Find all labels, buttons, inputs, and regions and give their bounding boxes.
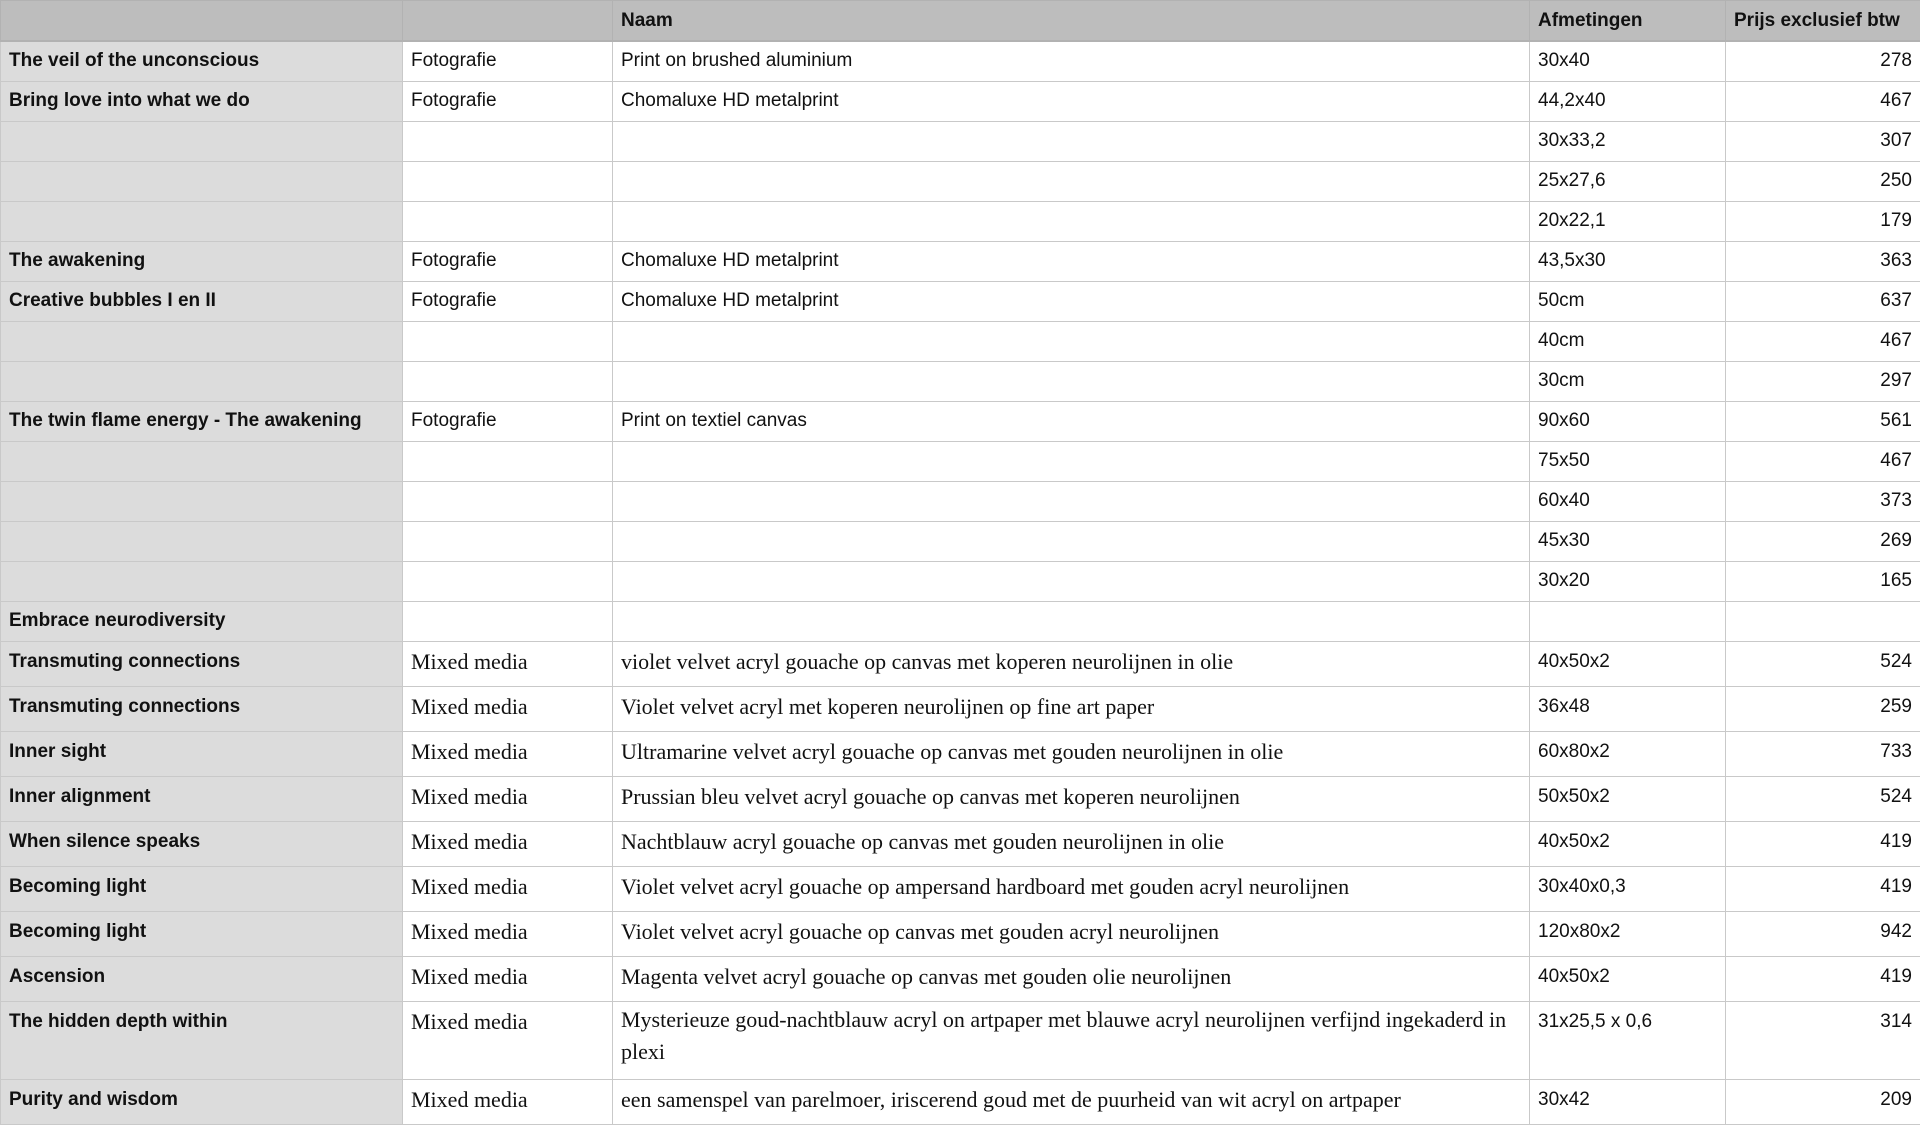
name-cell[interactable]: Magenta velvet acryl gouache op canvas met gouden olie neurolijnen [613,956,1530,1001]
name-cell[interactable]: Mysterieuze goud-nachtblauw acryl on artpaper met blauwe acryl neurolijnen verfijnd ingekaderd in plexi [613,1001,1530,1079]
title-cell[interactable] [1,521,403,561]
size-cell[interactable]: 50cm [1530,281,1726,321]
name-cell[interactable] [613,121,1530,161]
price-cell[interactable]: 561 [1726,401,1920,441]
size-cell[interactable]: 40x50x2 [1530,821,1726,866]
size-cell[interactable]: 30x33,2 [1530,121,1726,161]
price-cell[interactable]: 419 [1726,821,1920,866]
price-cell[interactable]: 165 [1726,561,1920,601]
title-cell[interactable] [1,561,403,601]
table-body [1,41,1920,1124]
category-cell[interactable]: Mixed media [403,686,613,731]
category-cell[interactable] [403,321,613,361]
table-row [1,441,1920,481]
name-cell[interactable]: Chomaluxe HD metalprint [613,241,1530,281]
price-cell[interactable]: 467 [1726,441,1920,481]
size-cell[interactable]: 60x80x2 [1530,731,1726,776]
title-cell[interactable]: Inner sight [1,731,403,776]
price-cell[interactable]: 419 [1726,866,1920,911]
price-cell[interactable]: 209 [1726,1079,1920,1124]
size-cell[interactable]: 30x42 [1530,1079,1726,1124]
name-cell[interactable] [613,201,1530,241]
table-row [1,241,1920,281]
table-row [1,81,1920,121]
header-row [1,1,1920,42]
category-cell[interactable]: Mixed media [403,821,613,866]
price-cell[interactable]: 524 [1726,641,1920,686]
category-cell[interactable]: Mixed media [403,1079,613,1124]
size-cell[interactable] [1530,601,1726,641]
table-row [1,41,1920,81]
size-cell[interactable]: 40x50x2 [1530,956,1726,1001]
category-cell[interactable]: Mixed media [403,956,613,1001]
category-cell[interactable]: Fotografie [403,241,613,281]
category-cell[interactable]: Mixed media [403,776,613,821]
name-cell[interactable] [613,361,1530,401]
name-cell[interactable]: Print on brushed aluminium [613,41,1530,81]
header-cell-category[interactable] [403,1,613,42]
table-row [1,561,1920,601]
name-cell[interactable] [613,321,1530,361]
table-row [1,481,1920,521]
title-cell[interactable]: The veil of the unconscious [1,41,403,81]
title-cell[interactable]: Becoming light [1,911,403,956]
category-cell[interactable]: Fotografie [403,41,613,81]
price-cell[interactable]: 307 [1726,121,1920,161]
category-cell[interactable]: Mixed media [403,1001,613,1079]
table-row [1,401,1920,441]
name-cell[interactable] [613,161,1530,201]
price-cell[interactable]: 278 [1726,41,1920,81]
table-row [1,1001,1920,1079]
price-cell[interactable]: 363 [1726,241,1920,281]
title-cell[interactable]: Inner alignment [1,776,403,821]
table-row [1,201,1920,241]
category-cell[interactable] [403,481,613,521]
title-cell[interactable] [1,361,403,401]
size-cell[interactable]: 60x40 [1530,481,1726,521]
title-cell[interactable] [1,201,403,241]
price-cell[interactable]: 269 [1726,521,1920,561]
price-cell[interactable]: 467 [1726,81,1920,121]
category-cell[interactable]: Mixed media [403,866,613,911]
category-cell[interactable]: Fotografie [403,81,613,121]
category-cell[interactable]: Fotografie [403,281,613,321]
table-row [1,731,1920,776]
table-row [1,1079,1920,1124]
title-cell[interactable]: Purity and wisdom [1,1079,403,1124]
size-cell[interactable]: 25x27,6 [1530,161,1726,201]
price-cell[interactable]: 179 [1726,201,1920,241]
name-cell[interactable]: een samenspel van parelmoer, iriscerend goud met de puurheid van wit acryl on artpaper [613,1079,1530,1124]
title-cell[interactable]: Becoming light [1,866,403,911]
price-cell[interactable]: 373 [1726,481,1920,521]
name-cell[interactable]: Chomaluxe HD metalprint [613,81,1530,121]
title-cell[interactable]: Embrace neurodiversity [1,601,403,641]
title-cell[interactable] [1,481,403,521]
header-cell-title[interactable] [1,1,403,42]
name-cell[interactable]: violet velvet acryl gouache op canvas met koperen neurolijnen in olie [613,641,1530,686]
table-row [1,821,1920,866]
title-cell[interactable] [1,321,403,361]
table-row [1,641,1920,686]
category-cell[interactable] [403,521,613,561]
table-row [1,321,1920,361]
title-cell[interactable] [1,121,403,161]
table-row [1,361,1920,401]
category-cell[interactable] [403,561,613,601]
name-cell[interactable] [613,481,1530,521]
price-cell[interactable]: 467 [1726,321,1920,361]
name-cell[interactable] [613,521,1530,561]
category-cell[interactable] [403,161,613,201]
name-cell[interactable]: Chomaluxe HD metalprint [613,281,1530,321]
title-cell[interactable]: Transmuting connections [1,686,403,731]
name-cell[interactable]: Violet velvet acryl met koperen neurolijnen op fine art paper [613,686,1530,731]
category-cell[interactable]: Mixed media [403,731,613,776]
price-cell[interactable]: 733 [1726,731,1920,776]
size-cell[interactable]: 20x22,1 [1530,201,1726,241]
price-cell[interactable]: 524 [1726,776,1920,821]
category-cell[interactable]: Mixed media [403,641,613,686]
title-cell[interactable]: Ascension [1,956,403,1001]
name-cell[interactable]: Ultramarine velvet acryl gouache op canvas met gouden neurolijnen in olie [613,731,1530,776]
size-cell[interactable]: 75x50 [1530,441,1726,481]
price-cell[interactable]: 942 [1726,911,1920,956]
title-cell[interactable]: Bring love into what we do [1,81,403,121]
table-row [1,686,1920,731]
category-cell[interactable] [403,441,613,481]
name-cell[interactable] [613,561,1530,601]
title-cell[interactable] [1,161,403,201]
size-cell[interactable]: 30x40x0,3 [1530,866,1726,911]
name-cell[interactable] [613,441,1530,481]
size-cell[interactable]: 31x25,5 x 0,6 [1530,1001,1726,1079]
title-cell[interactable]: When silence speaks [1,821,403,866]
table-row [1,121,1920,161]
category-cell[interactable] [403,601,613,641]
size-cell[interactable]: 120x80x2 [1530,911,1726,956]
table-row [1,601,1920,641]
header-cell-price[interactable]: Prijs exclusief btw [1726,1,1920,42]
category-cell[interactable] [403,201,613,241]
category-cell[interactable] [403,361,613,401]
name-cell[interactable] [613,601,1530,641]
title-cell[interactable]: The hidden depth within [1,1001,403,1079]
title-cell[interactable]: Transmuting connections [1,641,403,686]
table-row [1,866,1920,911]
title-cell[interactable]: The awakening [1,241,403,281]
price-cell[interactable]: 250 [1726,161,1920,201]
size-cell[interactable]: 30x20 [1530,561,1726,601]
header-cell-size[interactable]: Afmetingen [1530,1,1726,42]
table-row [1,956,1920,1001]
table-row [1,281,1920,321]
title-cell[interactable] [1,441,403,481]
size-cell[interactable]: 36x48 [1530,686,1726,731]
table-row [1,521,1920,561]
title-cell[interactable]: The twin flame energy - The awakening [1,401,403,441]
price-cell[interactable]: 297 [1726,361,1920,401]
header-cell-name[interactable]: Naam [613,1,1530,42]
title-cell[interactable]: Creative bubbles I en II [1,281,403,321]
size-cell[interactable]: 44,2x40 [1530,81,1726,121]
size-cell[interactable]: 45x30 [1530,521,1726,561]
price-cell[interactable]: 419 [1726,956,1920,1001]
name-cell[interactable]: Violet velvet acryl gouache op ampersand hardboard met gouden acryl neurolijnen [613,866,1530,911]
category-cell[interactable] [403,121,613,161]
price-cell[interactable] [1726,601,1920,641]
name-cell[interactable]: Nachtblauw acryl gouache op canvas met gouden neurolijnen in olie [613,821,1530,866]
size-cell[interactable]: 43,5x30 [1530,241,1726,281]
size-cell[interactable]: 50x50x2 [1530,776,1726,821]
size-cell[interactable]: 40x50x2 [1530,641,1726,686]
table-row [1,776,1920,821]
category-cell[interactable]: Fotografie [403,401,613,441]
size-cell[interactable]: 90x60 [1530,401,1726,441]
table-row [1,911,1920,956]
price-cell[interactable]: 259 [1726,686,1920,731]
size-cell[interactable]: 30cm [1530,361,1726,401]
name-cell[interactable]: Violet velvet acryl gouache op canvas met gouden acryl neurolijnen [613,911,1530,956]
name-cell[interactable]: Prussian bleu velvet acryl gouache op canvas met koperen neurolijnen [613,776,1530,821]
table-row [1,161,1920,201]
category-cell[interactable]: Mixed media [403,911,613,956]
size-cell[interactable]: 30x40 [1530,41,1726,81]
name-cell[interactable]: Print on textiel canvas [613,401,1530,441]
price-cell[interactable]: 637 [1726,281,1920,321]
size-cell[interactable]: 40cm [1530,321,1726,361]
price-cell[interactable]: 314 [1726,1001,1920,1079]
